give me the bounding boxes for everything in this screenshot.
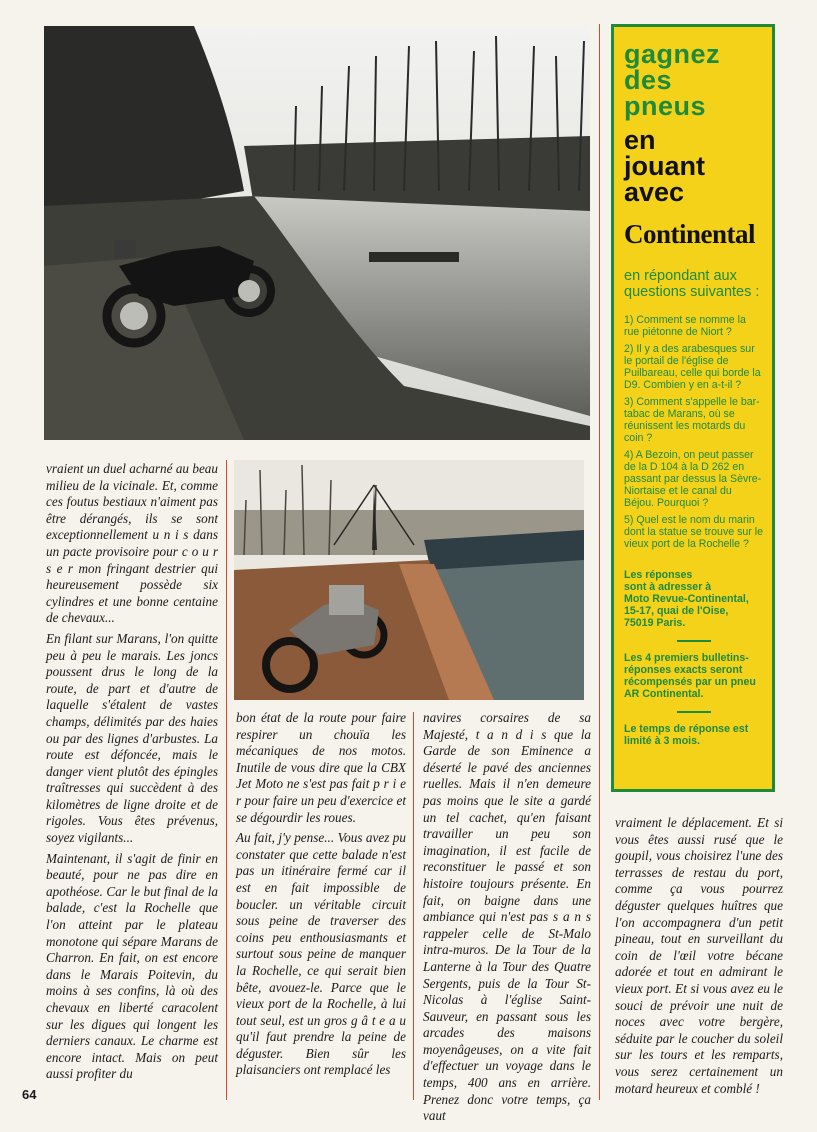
column-divider [226, 460, 227, 1100]
article-paragraph: bon état de la route pour faire respirer un chouïa les mécaniques de nos motos. Inutile de vous dire que la CBX Jet Moto ne s'est pas fait p r i e r pour faire un peu d'exercice et se dégourdir les roues. [236, 710, 406, 825]
headline-line: en [624, 125, 656, 155]
headline-line: avec [624, 177, 685, 207]
harbour-motorcycle-photo [234, 460, 584, 700]
divider [677, 640, 711, 642]
column-divider [413, 712, 414, 1100]
question-item: 1) Comment se nomme la rue piétonne de Niort ? [624, 314, 746, 338]
canal-motorcycle-photo [44, 26, 590, 440]
contest-lead: en répondant aux questions suivantes : [624, 268, 760, 300]
article-column-2 [236, 710, 406, 1083]
contest-box [611, 24, 775, 792]
article-paragraph: vraiment le déplacement. Et si vous êtes aussi rusé que le goupil, vous choisirez l'une des terrasses de restau du port, comme ça vous pourrez déguster quelques huîtres que l'on accompagnera d'un petit pineau, tout en surveillant du coin de l'œil votre bécane adorée et tout en admirant le vieux port. Et si vous avez eu le souci de prévoir une nuit de noces avec votre bergère, séduite par le coucher du soleil sur les tours et les remparts, vous serez certainement un motard heureux et comblé ! [615, 815, 783, 1096]
question-list [624, 314, 764, 550]
headline-line: pneus [624, 91, 707, 121]
article-paragraph: navires corsaires de sa Majesté, t a n d i s que la Garde de son Eminence a déserté le pavé des anciennes ruelles. Mais il n'en demeure pas moins que le site a gardé un tel cachet, qu'en faisant travailler un peu son imagination, il est facile de reconstituer le passé et son histoire toujours présente. En fait, on baigne dans une ambiance qui n'est pas s a n s rappeler celle de St-Malo intra-muros. De la Tour de la Lanterne à la Tour des Quatre Sergents, puis de la Tour St-Nicolas à l'église Saint-Sauveur, en passant sous les arcades des maisons moyenâgeuses, on a vite fait d'effectuer un voyage dans le temps, 400 ans en arrière. Prenez donc votre temps, ça vaut [423, 710, 591, 1124]
headline-line: des [624, 65, 673, 95]
article-paragraph: Au fait, j'y pense... Vous avez pu constater que cette balade n'est pas un itinéraire fermé car il est en fait impossible de boucler. un véritable circuit sous peine de traverser des coins peu enthousiasmants et surtout sous peine de manquer la Rochelle, ce qui serait bien bête, avouez-le. Parce que le vieux port de la Rochelle, à lui tout seul, est un gros g â t e a u qu'il faut prendre la peine de déguster. Bien sûr les plaisanciers ont remplacé les [236, 830, 406, 1078]
page-number: 64 [22, 1087, 37, 1102]
article-paragraph: vraient un duel acharné au beau milieu de la vicinale. Et, comme ces foutus bestiaux n'aiment pas être dérangés, ils se sont exceptionnellement u n i s dans un pacte provisoire pour c o u r s e r mon fringant destrier qui heureusement possède six cylindres et une bonne centaine de chevaux... [46, 461, 218, 626]
question-item: 4) A Bezoin, on peut passer de la D 104 à la D 262 en passant par dessus la Sèvre-Niortaise et le canal du Béjou. Pourquoi ? [624, 449, 762, 509]
column-divider [599, 24, 600, 1100]
contest-deadline: Le temps de réponse est limité à 3 mois. [624, 723, 749, 747]
headline-line: jouant [624, 151, 705, 181]
article-paragraph: Maintenant, il s'agit de finir en beauté, pour ne pas dire en apothéose. Car le but final de la balade, c'est la Rochelle que l'on atteint par le plateau monotone qui sépare Marans de Charron. En fait, on est encore dans le Marais Poitevin, du moins à ses confins, là où des chevaux en liberté caracolent sur les digues qui longent les derniers canaux. Le charme est encore intact. Mais on peut aussi profiter du [46, 850, 218, 1082]
headline-line: gagnez [624, 39, 721, 69]
article-column-3 [423, 710, 591, 1129]
article-column-1 [46, 461, 218, 1087]
divider [677, 711, 711, 713]
article-column-4 [615, 815, 783, 1101]
contest-reward: Les 4 premiers bulletins-réponses exacts seront récompensés par un pneu AR Continental. [624, 652, 756, 700]
brand-logo: Continental [624, 219, 756, 249]
question-item: 2) Il y a des arabesques sur le portail de l'église de Puilbareau, celle qui borde la D9. Combien y en a-t-il ? [624, 343, 761, 391]
question-item: 5) Quel est le nom du marin dont la statue se trouve sur le vieux port de la Rochelle ? [624, 514, 763, 550]
article-paragraph: En filant sur Marans, l'on quitte peu à peu le marais. Les joncs poussent drus le long de la route, de part et d'autre de laquelle s'étalent de vastes champs, délimités par des haies ou par des lignes d'arbustes. La route est défoncée, mais le danger vient plutôt des épingles traîtresses qui succèdent à des kilomètres de ligne droite et de rigoles. Vous êtes prévenus, soyez vigilants... [46, 630, 218, 846]
question-item: 3) Comment s'appelle le bar-tabac de Marans, où se réunissent les motards du coin ? [624, 396, 760, 444]
contest-address: Les réponses sont à adresser à Moto Revue-Continental, 15-17, quai de l'Oise, 75019 Paris. [624, 569, 749, 629]
